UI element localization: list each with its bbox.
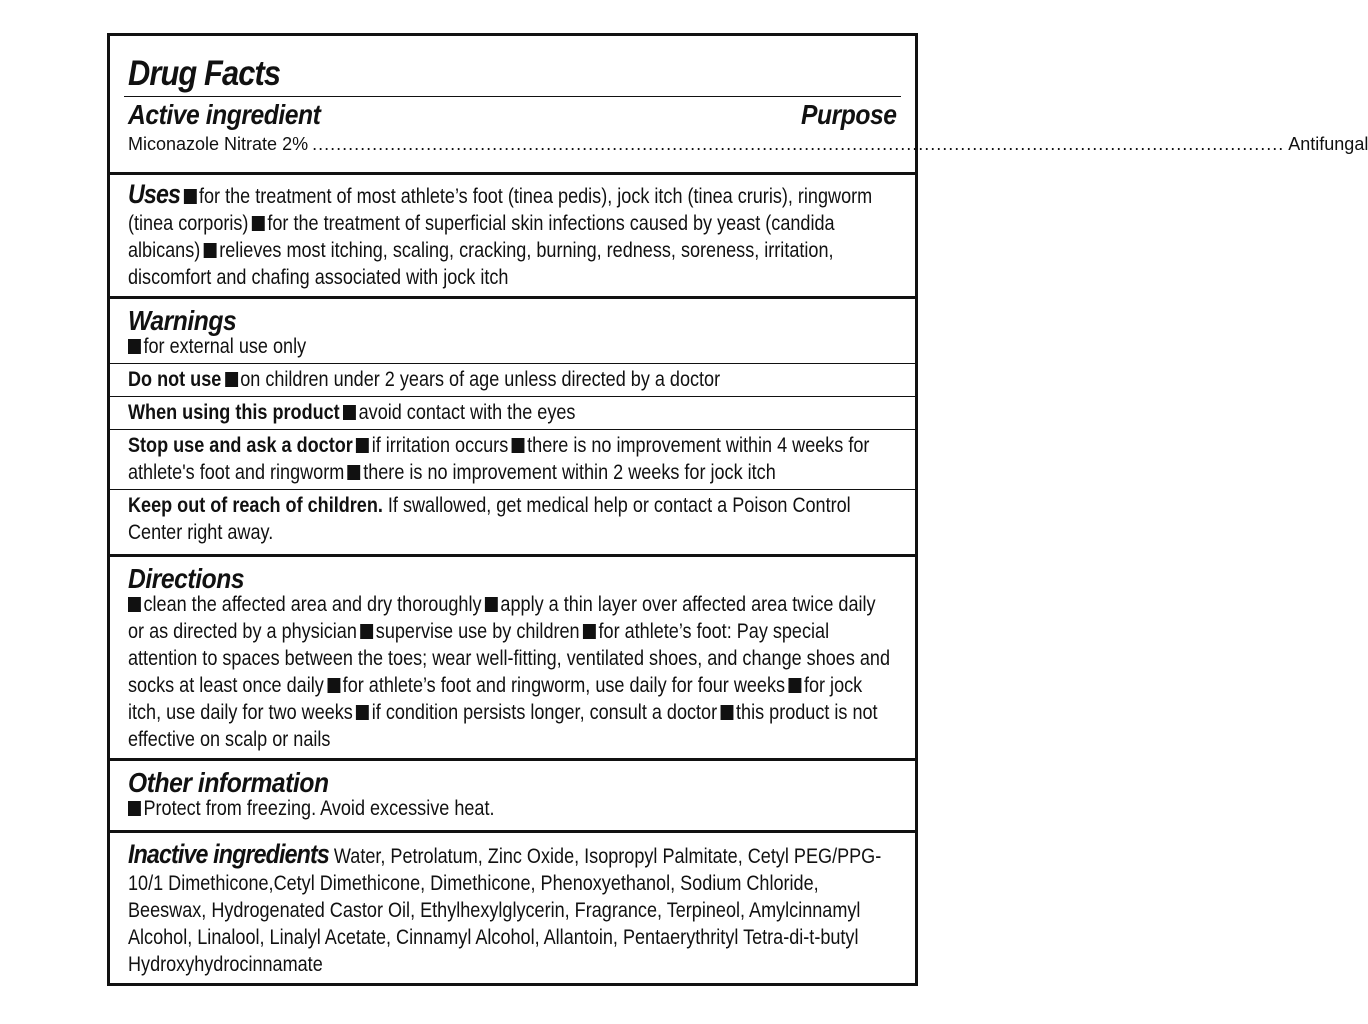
bullet-icon xyxy=(348,465,361,480)
stop-use-item: there is no improvement within 2 weeks for jock itch xyxy=(363,461,776,484)
drug-facts-panel xyxy=(107,33,1368,986)
do-not-use-text: on children under 2 years of age unless directed by a doctor xyxy=(240,368,721,391)
warnings-section xyxy=(110,299,915,557)
directions-item: for athlete’s foot and ringworm, use daily for four weeks xyxy=(342,674,786,697)
drug-facts-title: Drug Facts xyxy=(128,54,281,93)
stop-use-item: if irritation occurs xyxy=(371,434,509,457)
bullet-icon xyxy=(356,438,369,453)
directions-section xyxy=(110,557,915,761)
warnings-heading: Warnings xyxy=(128,305,237,336)
keep-out-text: If swallowed, get medical help or contact a Poison Control Center right away. xyxy=(128,494,851,544)
other-information-section xyxy=(110,761,915,833)
active-ingredient-row xyxy=(128,131,1368,158)
other-information-text xyxy=(128,795,895,822)
directions-item: this product is not effective on scalp or nails xyxy=(128,701,878,751)
bullet-icon xyxy=(204,243,217,258)
active-ingredient-purpose: Antifungal xyxy=(1288,134,1368,154)
inactive-ingredients-text xyxy=(128,841,895,978)
bullet-icon xyxy=(128,597,141,612)
directions-item: clean the affected area and dry thoroughly xyxy=(143,593,482,616)
bullet-icon xyxy=(788,678,801,693)
keep-out-row xyxy=(110,489,915,549)
active-ingredient-section xyxy=(110,36,1368,175)
uses-text xyxy=(128,181,895,291)
uses-item: for the treatment of most athlete’s foot (tinea pedis), jock itch (tinea cruris), ringworm (tinea corporis) xyxy=(128,185,873,235)
bullet-icon xyxy=(327,678,340,693)
uses-item: relieves most itching, scaling, cracking, burning, redness, soreness, irritation, discomfort and chafing associated with jock itch xyxy=(128,239,834,289)
bullet-icon xyxy=(225,372,238,387)
other-information-value: Protect from freezing. Avoid excessive heat. xyxy=(143,797,495,820)
uses-item: for the treatment of superficial skin infections caused by yeast (candida albicans) xyxy=(128,212,835,262)
warnings-external xyxy=(128,333,895,360)
uses-section xyxy=(110,175,915,299)
active-ingredient-name: Miconazole Nitrate 2% xyxy=(128,134,309,154)
directions-item: for athlete’s foot: Pay special attention to spaces between the toes; wear well-fitting, ventilated shoes, and change shoes and socks at least once daily xyxy=(128,620,891,697)
uses-heading: Uses xyxy=(128,179,181,209)
do-not-use-row xyxy=(110,363,915,396)
when-using-label: When using this product xyxy=(128,401,340,424)
bullet-icon xyxy=(583,624,596,639)
do-not-use-label: Do not use xyxy=(128,368,222,391)
keep-out-label: Keep out of reach of children. xyxy=(128,494,383,517)
directions-item: for jock itch, use daily for two weeks xyxy=(128,674,863,724)
bullet-icon xyxy=(485,597,498,612)
dot-leader: .................................................................................................................................................................. xyxy=(312,134,1285,154)
bullet-icon xyxy=(252,216,265,231)
when-using-text: avoid contact with the eyes xyxy=(358,401,576,424)
external-use-text: for external use only xyxy=(143,335,307,358)
directions-heading: Directions xyxy=(128,563,245,594)
other-information-heading: Other information xyxy=(128,767,329,798)
stop-use-item: there is no improvement within 4 weeks for athlete's foot and ringworm xyxy=(128,434,870,484)
directions-item: if condition persists longer, consult a doctor xyxy=(371,701,718,724)
bullet-icon xyxy=(128,339,141,354)
bullet-icon xyxy=(360,624,373,639)
inactive-ingredients-section xyxy=(110,833,915,983)
bullet-icon xyxy=(128,801,141,816)
directions-item: apply a thin layer over affected area twice daily or as directed by a physician xyxy=(128,593,876,643)
directions-item: supervise use by children xyxy=(375,620,580,643)
purpose-heading: Purpose xyxy=(801,99,897,130)
inactive-ingredients-heading: Inactive ingredients xyxy=(128,839,329,869)
directions-text xyxy=(128,591,895,753)
when-using-row xyxy=(110,396,915,429)
stop-use-row xyxy=(110,429,915,489)
stop-use-label: Stop use and ask a doctor xyxy=(128,434,353,457)
active-ingredient-heading: Active ingredient xyxy=(128,99,321,130)
bullet-icon xyxy=(184,189,197,204)
bullet-icon xyxy=(512,438,525,453)
inactive-ingredients-list: Water, Petrolatum, Zinc Oxide, Isopropyl Palmitate, Cetyl PEG/PPG-10/1 Dimethicone,Cetyl Dimethicone, Dimethicone, Phenoxyethanol, Sodium Chloride, Beeswax, Hydrogenated Castor Oil, Ethylhexylglycerin, Fragrance, Terpineol, Amylcinnamyl Alcohol, Linalool, Linalyl Acetate, Cinnamyl Alcohol, Allantoin, Pentaerythrityl Tetra-di-t-butyl Hydroxyhydrocinnamate xyxy=(128,845,882,976)
bullet-icon xyxy=(356,705,369,720)
bullet-icon xyxy=(721,705,734,720)
bullet-icon xyxy=(343,405,356,420)
